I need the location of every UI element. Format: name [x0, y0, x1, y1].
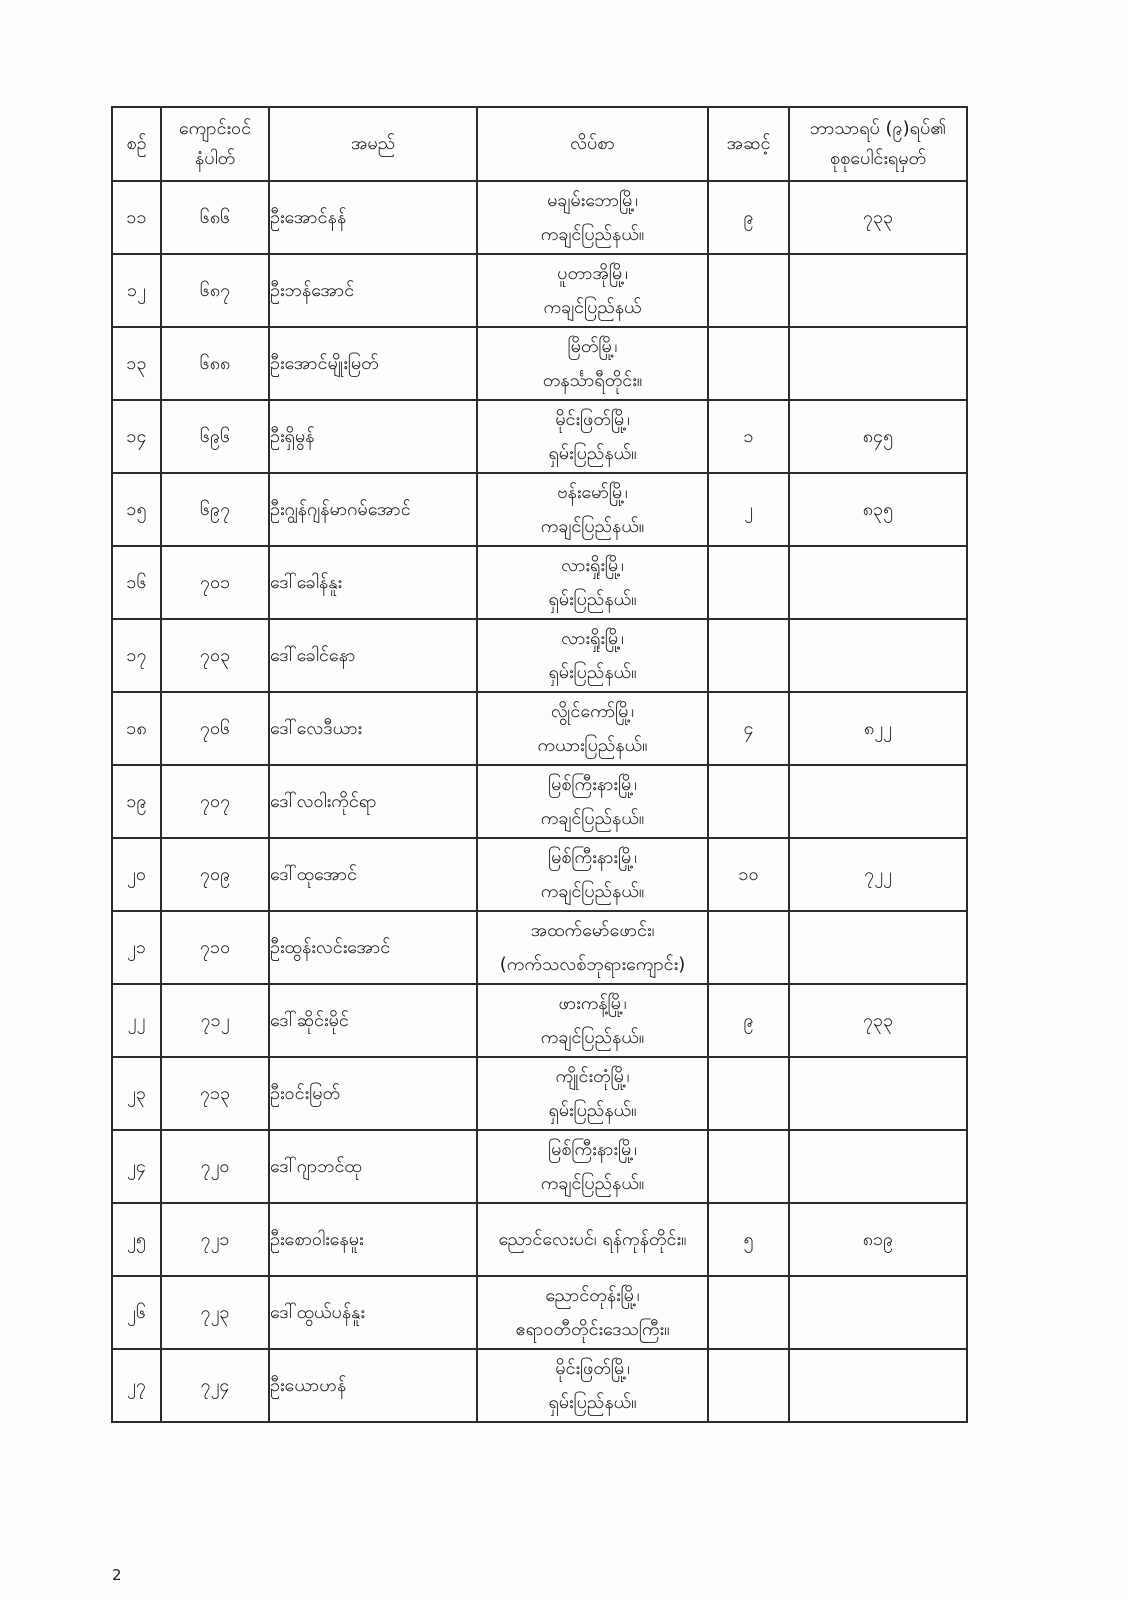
address-line: မိုင်းဖြတ်မြို့၊ [555, 1357, 630, 1379]
header-admission-no [161, 107, 269, 181]
address-line: ရှမ်းပြည်နယ်။ [548, 661, 637, 683]
cell-no: ၂၆ [112, 1276, 161, 1349]
address-line: ညောင်လေးပင်၊ ရန်ကုန်တိုင်း။ [498, 1228, 687, 1250]
cell-admission-no: ၇၀၆ [161, 692, 269, 765]
cell-rank: ၉ [708, 181, 789, 254]
cell-name: ဒေါ်ထုအောင် [269, 838, 477, 911]
cell-no: ၁၄ [112, 400, 161, 473]
cell-address [477, 619, 708, 692]
cell-cert-no: ၇၃၃ [789, 181, 967, 254]
cell-address [477, 1057, 708, 1130]
cell-rank [708, 546, 789, 619]
cell-admission-no: ၇၂၁ [161, 1203, 269, 1276]
address-line: (ကက်သလစ်ဘုရားကျောင်း) [499, 953, 686, 975]
address-line: မြစ်ကြီးနားမြို့၊ [548, 773, 637, 795]
table-header [112, 107, 967, 181]
cell-name: ဒေါ်ခေါင်နော [269, 619, 477, 692]
cell-no: ၁၈ [112, 692, 161, 765]
cell-admission-no: ၇၀၁ [161, 546, 269, 619]
table-row [112, 327, 967, 400]
cell-no: ၁၅ [112, 473, 161, 546]
cell-admission-no: ၇၁၀ [161, 911, 269, 984]
address-line: ကချင်ပြည်နယ်။ [540, 1026, 645, 1048]
table-row [112, 546, 967, 619]
cell-address [477, 473, 708, 546]
cell-name: ဦးစောဝါးနေမူး [269, 1203, 477, 1276]
address-line: ကျိုင်းတုံမြို့၊ [555, 1065, 630, 1087]
cell-rank: ၁၀ [708, 838, 789, 911]
cell-rank: ၅ [708, 1203, 789, 1276]
cell-cert-no: ၈၄၅ [789, 400, 967, 473]
table-row [112, 1349, 967, 1422]
cell-address [477, 1203, 708, 1276]
table-row [112, 1130, 967, 1203]
cell-cert-no [789, 619, 967, 692]
table-row [112, 619, 967, 692]
cell-rank: ၂ [708, 473, 789, 546]
cell-no: ၁၂ [112, 254, 161, 327]
cell-name: ဦးရှိမွန် [269, 400, 477, 473]
table-row [112, 1057, 967, 1130]
cell-cert-no [789, 911, 967, 984]
cell-admission-no: ၆၈၈ [161, 327, 269, 400]
cell-admission-no: ၇၀၉ [161, 838, 269, 911]
cell-no: ၂၅ [112, 1203, 161, 1276]
cell-cert-no [789, 1349, 967, 1422]
cell-rank [708, 254, 789, 327]
table-row [112, 254, 967, 327]
cell-cert-no: ၇၃၃ [789, 984, 967, 1057]
table-row [112, 473, 967, 546]
cell-cert-no [789, 1130, 967, 1203]
page-number: 2 [112, 1566, 122, 1584]
cell-address [477, 1349, 708, 1422]
cell-cert-no [789, 765, 967, 838]
cell-cert-no [789, 1057, 967, 1130]
cell-no: ၂၄ [112, 1130, 161, 1203]
cell-name: ဒေါ်လဝါးကိုင်ရာ [269, 765, 477, 838]
table-row [112, 765, 967, 838]
cell-no: ၁၉ [112, 765, 161, 838]
cell-cert-no [789, 254, 967, 327]
address-line: လားရှိုးမြို့၊ [561, 627, 624, 649]
address-line: ပူတာအိုမြို့၊ [557, 262, 628, 284]
cell-no: ၁၁ [112, 181, 161, 254]
address-line: ကချင်ပြည်နယ်။ [540, 1172, 645, 1194]
cell-admission-no: ၇၁၂ [161, 984, 269, 1057]
address-line: လွိုင်ကော်မြို့၊ [550, 700, 635, 722]
address-line: မြစ်ကြီးနားမြို့၊ [548, 846, 637, 868]
cell-cert-no: ၈၂၂ [789, 692, 967, 765]
table-row [112, 984, 967, 1057]
address-line: မြိတ်မြို့၊ [567, 335, 618, 357]
cell-address [477, 765, 708, 838]
table-body [112, 181, 967, 1422]
address-line: ဗန်းမော်မြို့၊ [557, 481, 628, 503]
cell-name: ဦးအောင်မျိုးမြတ် [269, 327, 477, 400]
table-row [112, 400, 967, 473]
cell-admission-no: ၇၀၃ [161, 619, 269, 692]
cell-rank [708, 1349, 789, 1422]
cell-name: ဒေါ်ထွယ်ပန်နူး [269, 1276, 477, 1349]
table-row [112, 181, 967, 254]
cell-admission-no: ၇၁၃ [161, 1057, 269, 1130]
address-line: ရှမ်းပြည်နယ်။ [548, 442, 637, 464]
cell-rank [708, 327, 789, 400]
address-line: မြစ်ကြီးနားမြို့၊ [548, 1138, 637, 1160]
cell-no: ၁၃ [112, 327, 161, 400]
address-line: ညောင်တုန်းမြို့၊ [545, 1284, 640, 1306]
cell-rank: ၄ [708, 692, 789, 765]
header-address: လိပ်စာ [477, 107, 708, 181]
address-line: ကချင်ပြည်နယ် [543, 296, 642, 318]
cell-rank [708, 1276, 789, 1349]
cell-name: ဦးဘန်အောင် [269, 254, 477, 327]
cell-no: ၁၇ [112, 619, 161, 692]
header-no: စဉ် [112, 107, 161, 181]
address-line: မိုင်းဖြတ်မြို့၊ [555, 408, 630, 430]
address-line: ကချင်ပြည်နယ်။ [540, 223, 645, 245]
cell-admission-no: ၆၉၇ [161, 473, 269, 546]
cell-address [477, 692, 708, 765]
cell-rank: ၉ [708, 984, 789, 1057]
cell-address [477, 838, 708, 911]
cell-cert-no: ၈၃၅ [789, 473, 967, 546]
cell-rank [708, 1057, 789, 1130]
address-line: အထက်မော်ဖောင်း၊ [530, 919, 655, 941]
cell-name: ဦးယောဟန် [269, 1349, 477, 1422]
cell-name: ဦးထွန်းလင်းအောင် [269, 911, 477, 984]
address-line: တနင်္သာရီတိုင်း။ [542, 369, 643, 391]
cell-no: ၂၃ [112, 1057, 161, 1130]
cell-cert-no: ၈၁၉ [789, 1203, 967, 1276]
cell-admission-no: ၆၉၆ [161, 400, 269, 473]
address-line: မချမ်းဘောမြို့၊ [547, 189, 638, 211]
cell-rank: ၁ [708, 400, 789, 473]
cell-address [477, 254, 708, 327]
address-line: ကချင်ပြည်နယ်။ [540, 807, 645, 829]
cell-name: ဒေါ်ခေါန်နူး [269, 546, 477, 619]
cell-name: ဒေါ်ဆိုင်းမိုင် [269, 984, 477, 1057]
cell-no: ၁၆ [112, 546, 161, 619]
student-roster-table [111, 106, 968, 1423]
cell-no: ၂၂ [112, 984, 161, 1057]
cell-no: ၂၀ [112, 838, 161, 911]
header-cert-no [789, 107, 967, 181]
cell-rank [708, 1130, 789, 1203]
table-row [112, 911, 967, 984]
table-row [112, 838, 967, 911]
header-rank: အဆင့် [708, 107, 789, 181]
cell-name: ဦးအောင်နန် [269, 181, 477, 254]
header-cert-no-line2: စုစုပေါင်းရမှတ် [829, 148, 927, 169]
cell-address [477, 1130, 708, 1203]
address-line: ကချင်ပြည်နယ်။ [540, 515, 645, 537]
cell-admission-no: ၆၈၇ [161, 254, 269, 327]
cell-name: ဦးဂျွန်ဂျန်မာဂမ်အောင် [269, 473, 477, 546]
cell-admission-no: ၇၂၀ [161, 1130, 269, 1203]
address-line: ရှမ်းပြည်နယ်။ [548, 588, 637, 610]
cell-rank [708, 765, 789, 838]
cell-name: ဒေါ်ဂျာဘင်ထု [269, 1130, 477, 1203]
cell-cert-no [789, 327, 967, 400]
header-row [112, 107, 967, 181]
table-row [112, 692, 967, 765]
address-line: လားရှိုးမြို့၊ [561, 554, 624, 576]
header-admission-no-line1: ကျောင်းဝင် [178, 118, 252, 139]
header-cert-no-line1: ဘာသာရပ် (၉)ရပ်၏ [809, 118, 947, 139]
cell-admission-no: ၆၈၆ [161, 181, 269, 254]
address-line: ကချင်ပြည်နယ်။ [540, 880, 645, 902]
cell-address [477, 984, 708, 1057]
address-line: ကယားပြည်နယ်။ [537, 734, 648, 756]
cell-admission-no: ၇၂၃ [161, 1276, 269, 1349]
cell-address [477, 400, 708, 473]
cell-rank [708, 911, 789, 984]
cell-name: ဦးဝင်းမြတ် [269, 1057, 477, 1130]
cell-no: ၂၁ [112, 911, 161, 984]
address-line: ရှမ်းပြည်နယ်။ [548, 1099, 637, 1121]
cell-rank [708, 619, 789, 692]
cell-cert-no [789, 546, 967, 619]
cell-name: ဒေါ်လေဒီယား [269, 692, 477, 765]
cell-address [477, 1276, 708, 1349]
header-name: အမည် [269, 107, 477, 181]
cell-admission-no: ၇၂၄ [161, 1349, 269, 1422]
address-line: ရှမ်းပြည်နယ်။ [548, 1391, 637, 1413]
cell-cert-no [789, 1276, 967, 1349]
cell-cert-no: ၇၂၂ [789, 838, 967, 911]
cell-address [477, 327, 708, 400]
cell-no: ၂၇ [112, 1349, 161, 1422]
table-row [112, 1203, 967, 1276]
cell-admission-no: ၇၀၇ [161, 765, 269, 838]
header-admission-no-line2: နံပါတ် [194, 148, 236, 169]
address-line: ဧရာဝတီတိုင်းဒေသကြီး။ [515, 1318, 670, 1340]
table-row [112, 1276, 967, 1349]
cell-address [477, 546, 708, 619]
cell-address [477, 911, 708, 984]
cell-address [477, 181, 708, 254]
address-line: ဖားကန့်မြို့၊ [558, 992, 627, 1014]
